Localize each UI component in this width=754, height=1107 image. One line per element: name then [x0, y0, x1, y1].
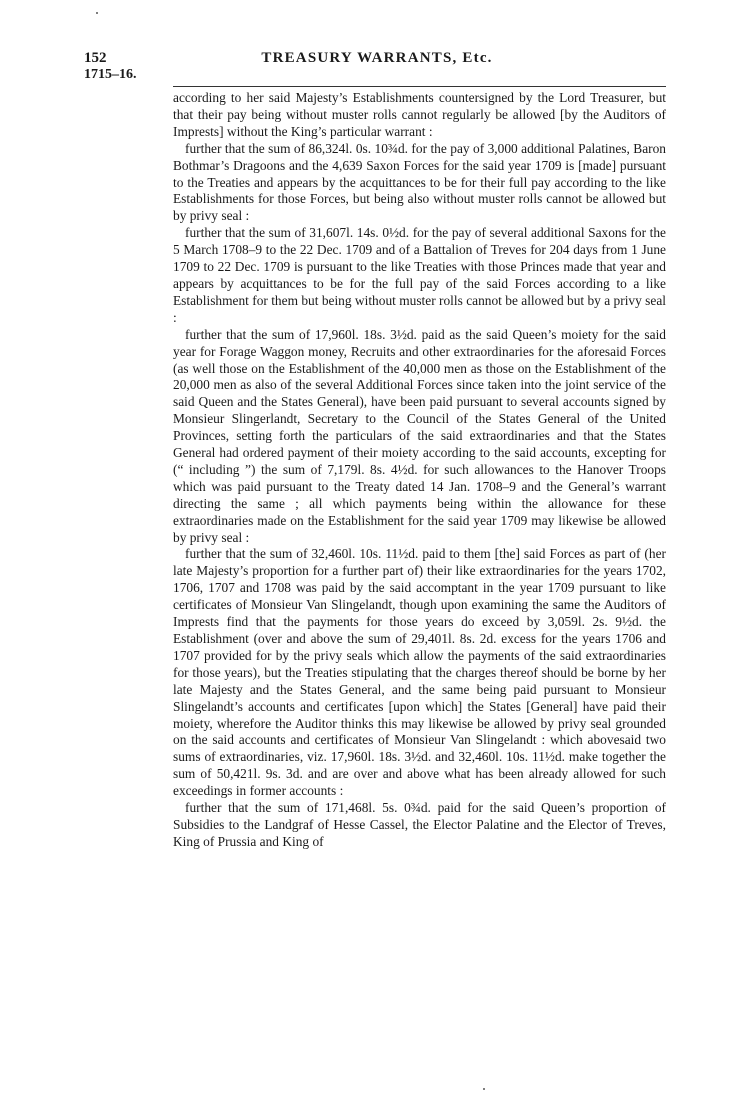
- paragraph: further that the sum of 32,460l. 10s. 11½d. paid to them [the] said Forces as part of (her late Majesty’s proportion for a further part of) their like extraordinaries for the years 1702, 1706, 1707 and 1708 was paid by the said accomptant in the year 1709 pursuant to like certificates of Monsieur Van Slingelandt, though upon examining the same the Auditors of Imprests find that the payments for those years do exceed by 3,059l. 2s. 9½d. the Establishment (over and above the sum of 29,401l. 8s. 2d. excess for the years 1706 and 1707 provided for by the privy seals which allow the payments of the said extraordinaries for those years), but the Treaties stipulating that the charges thereof should be borne by her late Majesty and the States General, and the same being paid pursuant to Monsieur Slingelandt’s accounts and certificates [upon which] the States [General] have paid their moiety, wherefore the Auditor thinks this may likewise be allowed by privy seal grounded on the said accounts and certificates of Monsieur Van Slingelandt : which abovesaid two sums of extraordinaries, viz. 17,960l. 18s. 3½d. and 32,460l. 10s. 11½d. make together the sum of 50,421l. 9s. 3d. and are over and above what has been already allowed for such exceedings in former accounts :: [173, 546, 666, 799]
- paragraph: further that the sum of 17,960l. 18s. 3½d. paid as the said Queen’s moiety for the said year for Forage Waggon money, Recruits and other extraordinaries for the aforesaid Forces (as well those on the Establishment of the 40,000 men as those on the Establishment of the 20,000 men as also of the several Additional Forces since taken into the joint service of the said Queen and the States General), have been paid pursuant to several accounts signed by Monsieur Slingerlandt, Secretary to the Council of the States General of the United Provinces, setting forth the particulars of the said extraordinaries and that the States General had ordered payment of their moiety according to the said accounts, excepting for (“ including ”) the sum of 7,179l. 8s. 4½d. for such allowances to the Hanover Troops which was paid pursuant to the Treaty dated 14 Jan. 1708–9 and the General’s warrant directing the same ; all which payments being within the allowance for these extraordinaries made on the Establishment for the said year 1709 may likewise be allowed by privy seal :: [173, 326, 666, 545]
- body-text: [173, 90, 666, 851]
- paragraph: further that the sum of 31,607l. 14s. 0½d. for the pay of several additional Saxons for the 5 March 1708–9 to the 22 Dec. 1709 and of a Battalion of Treves for 204 days from 1 June 1709 to 22 Dec. 1709 is pursuant to the like Treaties with those Princes made that year and appears by acquittances to be for the full pay of the said Forces according to a like Establishment for them but being without muster rolls cannot be allowed but by a privy seal :: [173, 225, 666, 325]
- year-marginal: 1715–16.: [84, 67, 137, 82]
- paragraph: further that the sum of 171,468l. 5s. 0¾d. paid for the said Queen’s proportion of Subsidies to the Landgraf of Hesse Cassel, the Elector Palatine and the Elector of Treves, King of Prussia and King of: [173, 800, 666, 849]
- paragraph: according to her said Majesty’s Establishments countersigned by the Lord Treasurer, but that their pay being without muster rolls cannot regularly be allowed [by the Auditors of Imprests] without the King’s particular warrant :: [173, 90, 666, 139]
- speck-mark: [96, 12, 98, 14]
- running-title: TREASURY WARRANTS, Etc.: [261, 50, 493, 66]
- header-rule: [173, 86, 666, 87]
- paragraph: further that the sum of 86,324l. 0s. 10¾d. for the pay of 3,000 additional Palatines, Baron Bothmar’s Dragoons and the 4,639 Saxon Forces for the said year 1709 is [made] pursuant to the Treaties and appears by the acquittances to be for their full pay according to the like Establishments for those Forces, but being also without muster rolls cannot be allowed but by privy seal :: [173, 140, 666, 224]
- speck-mark: [483, 1088, 485, 1090]
- page-number: 152: [84, 50, 107, 66]
